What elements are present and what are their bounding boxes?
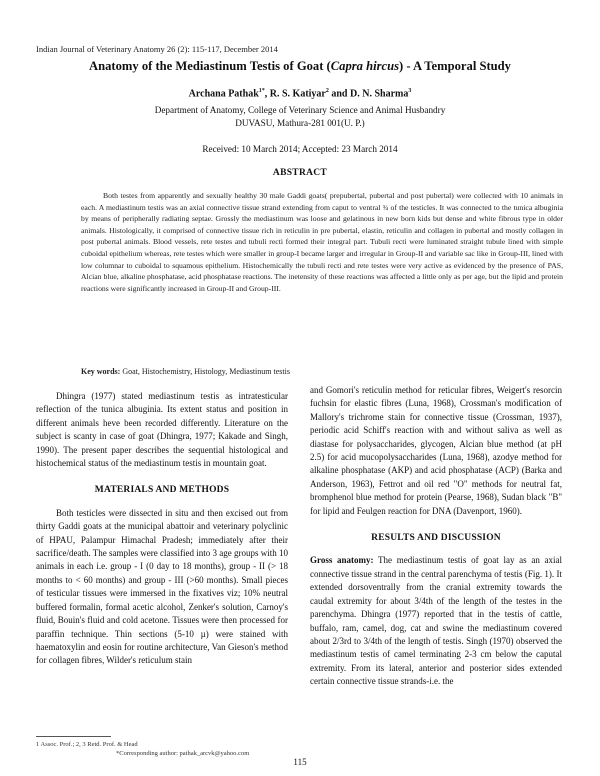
gross-anatomy-label: Gross anatomy:: [310, 555, 374, 566]
title-species: Capra hircus: [330, 59, 399, 73]
methods-heading: MATERIALS AND METHODS: [94, 485, 230, 496]
intro-paragraph: Dhingra (1977) stated mediastinum testis as intratesticular reflection of the tunica albuginia. Its extent status and position in different animals heve been recorded differently. Literature on the subject is scanty in case of goat (Dhingra, 1977; Kakade and Singh, 1990). The present paper describes the sequential histological and histochemical status of the mediastinum testis in mountain goat.: [36, 391, 288, 469]
affiliation-line-2: DUVASU, Mathura-281 001(U. P.): [235, 118, 365, 128]
received-accepted-dates: Received: 10 March 2014; Accepted: 23 March 2014: [202, 144, 398, 154]
abstract-heading: ABSTRACT: [272, 168, 328, 178]
author-3-sup: 3: [408, 88, 412, 94]
author-separator: and: [328, 88, 350, 100]
abstract-body: [81, 190, 563, 294]
keywords: [81, 367, 563, 376]
author-3: D. N. Sharma: [350, 88, 409, 100]
footnote-affiliations: 1 Assoc. Prof.; 2, 3 Retd. Prof. & Head: [36, 741, 138, 748]
methods-paragraph: Both testicles were dissected in situ and then excised out from thirty Gaddi goats at the municipal abattoir and veterinary polyclinic of HPAU, Palampur Himachal Pradesh; immediately after their sacrifice/death. The samples were classified into 3 age groups with 10 animals in each i.e. group - I (0 day to 18 months), group - II (> 18 months to < 60 months) and group - III (>60 months). Small pieces of testicular tissues were immersed in the fixatives viz; 10% neutral buffered formalin, formal acetic alcohol, Zenker's solution, Carnoy's fluid, Bouin's fluid and cold acetone. Tissues were then processed for paraffin technique. Thin sections (5-10 µ) were stained with haematoxylin and eosin for routine architecture, Van Gieson's method for collagen fibres, Wilder's reticulum stain: [36, 507, 289, 666]
footnotes: [36, 740, 316, 758]
affiliation-line-1: Department of Anatomy, College of Veterinary Science and Animal Husbandry: [154, 105, 446, 115]
author-2: R. S. Katiyar: [269, 88, 326, 100]
methods-continued-paragraph: and Gomori's reticulin method for reticular fibres, Weigert's resorcin fuchsin for elastic fibres (Luna, 1968), Crossman's modification of Mallory's trichrome stain for connective tissue (Crossman, 1937), periodic acid Schiff's reaction with and without saliva as well as diastase for polysaccharides, glycogen, Alcian blue method (at pH 2.5) for acid mucopolysaccharides (Luna, 1968), azodye method for alkaline phosphatase (AKP) and acid phosphatase (ACP) (Barka and Anderson, 1963), Fettrot and oil red "O" methods for neutral fat, bromphenol blue method for protein (Pearse, 1968), Sudan black "B" for lipid and Feulgen reaction for DNA (Davenport, 1960).: [310, 385, 562, 516]
page-number: 115: [293, 757, 307, 767]
abstract-text: Both testes from apparently and sexually healthy 30 male Gaddi goats( prepubertal, pubertal and post pubertal) were collected with 10 animals in each. A mediastinum testis was an axial connective tissue strand extending from caput to ventral ¾ of the testicles. It was connected to the tunica albuginia by means of peripherally radiating septae. Grossly the mediastinum was loose and gelatinous in new born kids but dense and white fibrous type in older animals. Histologically, it comprised of connective tissue rich in reticulin in pre pubertal, elastin, reticulin and collagen in pubertal and mostly collagen in post pubertal animals. Blood vessels, rete testes and tubuli recti formed their integral part. Tubuli recti were luminated straight tubule lined with simple cuboidal epithelium whereas, rete testes which were smaller in group-I became larger and irregular in Group-II and variable sac like in Group-III, lined with low columnar to cuboidal to squamous epithelium. Histochemically the tubuli recti and rete testes were very active as evidenced by the presence of PAS, Alcian blue, alkaline phosphatase, acid phosphatase reactions. The inetensity of these reactions was affected a little only as per age, but the lipid and protein reactions were significantly increased in Group-II and Group-III.: [81, 191, 563, 293]
footnote-divider: [36, 736, 111, 737]
gross-anatomy-text: The mediastinum testis of goat lay as an axial connective tissue strand in the central parenchyma of testis (Fig. 1). It extended dorsoventrally from the cranial extremity towards the caudal extremity for about 3/4th of the length of the testes in the parenchyma. Dhingra (1977) reported that in the testis of cattle, buffalo, ram, camel, dog, cat and swine the mediastinum covered about 2/3rd to 3/4th of the length of testis. Singh (1970) observed the mediastinum testis of camel terminating 2-3 cm below the caputal extremity. From its lateral, anterior and posterior sides extended certain connective tissue strands-i.e. the: [310, 555, 562, 687]
journal-citation: Indian Journal of Veterinary Anatomy 26 (2): 115-117, December 2014: [36, 44, 278, 54]
title-pre: Anatomy of the Mediastinum Testis of Goat (: [89, 59, 331, 73]
gross-anatomy-paragraph: [310, 554, 562, 688]
right-column: [310, 384, 562, 689]
left-column: [36, 390, 288, 668]
title-post: ) - A Temporal Study: [399, 59, 511, 73]
author-1: Archana Pathak: [188, 88, 259, 100]
author-2-sup: 2: [325, 88, 329, 94]
keywords-label: Key words:: [81, 367, 121, 376]
keywords-text: Goat, Histochemistry, Histology, Mediastinum testis: [120, 367, 290, 376]
author-separator: ,: [264, 88, 270, 100]
author-list: [20, 88, 580, 99]
paper-title: [20, 59, 580, 74]
footnote-corresponding: *Corresponding author: pathak_arcvk@yahoo.com: [116, 750, 250, 757]
results-heading: RESULTS AND DISCUSSION: [371, 533, 501, 544]
affiliation: [20, 104, 580, 130]
author-1-sup: 1*: [258, 88, 265, 94]
